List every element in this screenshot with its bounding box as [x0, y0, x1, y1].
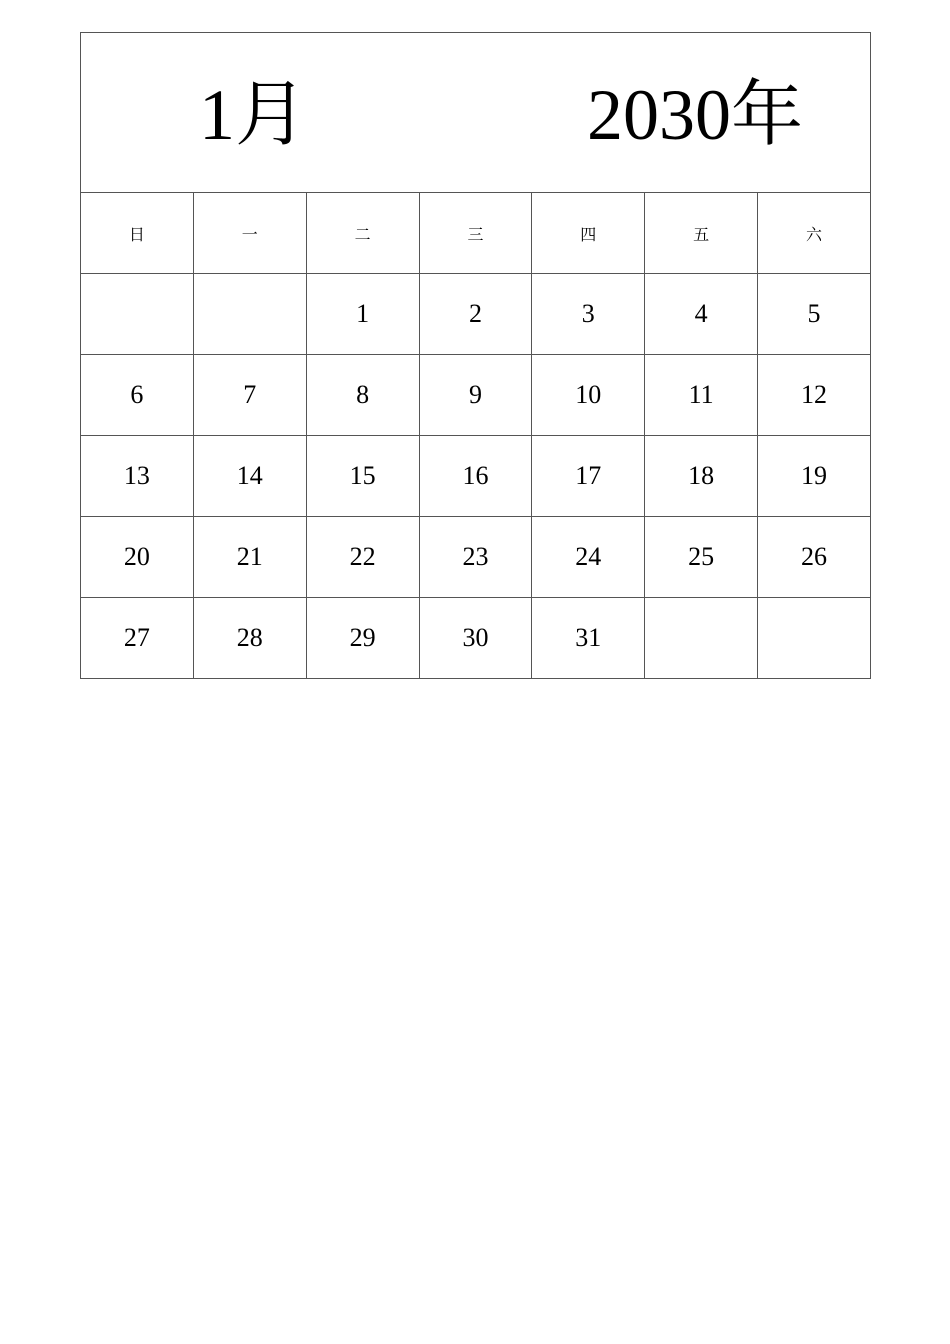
day-cell: 3	[532, 274, 645, 355]
day-cell: 25	[645, 517, 758, 598]
day-cell: 10	[532, 355, 645, 436]
weekday-sunday: 日	[81, 193, 194, 274]
day-cell: 1	[306, 274, 419, 355]
day-cell: 9	[419, 355, 532, 436]
day-cell: 12	[758, 355, 871, 436]
day-cell: 24	[532, 517, 645, 598]
day-cell: 19	[758, 436, 871, 517]
day-cell: 2	[419, 274, 532, 355]
day-cell: 31	[532, 598, 645, 679]
day-cell: 22	[306, 517, 419, 598]
calendar-title-cell	[81, 33, 871, 193]
day-cell	[81, 274, 194, 355]
calendar-table	[80, 32, 871, 679]
day-cell: 8	[306, 355, 419, 436]
day-cell: 4	[645, 274, 758, 355]
week-row-1	[81, 274, 871, 355]
calendar-title-row	[81, 33, 871, 193]
weekday-tuesday: 二	[306, 193, 419, 274]
weekday-friday: 五	[645, 193, 758, 274]
day-cell: 11	[645, 355, 758, 436]
week-row-2	[81, 355, 871, 436]
day-cell: 30	[419, 598, 532, 679]
day-cell	[645, 598, 758, 679]
day-cell: 15	[306, 436, 419, 517]
day-cell: 23	[419, 517, 532, 598]
day-cell: 26	[758, 517, 871, 598]
day-cell: 27	[81, 598, 194, 679]
day-cell: 6	[81, 355, 194, 436]
weekday-monday: 一	[193, 193, 306, 274]
day-cell: 16	[419, 436, 532, 517]
day-cell: 29	[306, 598, 419, 679]
week-row-3	[81, 436, 871, 517]
calendar-title	[81, 33, 870, 192]
day-cell: 13	[81, 436, 194, 517]
year-label: 2030年	[587, 75, 804, 155]
day-cell: 28	[193, 598, 306, 679]
day-cell: 5	[758, 274, 871, 355]
weekday-wednesday: 三	[419, 193, 532, 274]
day-cell: 21	[193, 517, 306, 598]
weekday-saturday: 六	[758, 193, 871, 274]
weekday-header-row	[81, 193, 871, 274]
week-row-5	[81, 598, 871, 679]
day-cell: 14	[193, 436, 306, 517]
day-cell: 17	[532, 436, 645, 517]
month-label: 1月	[199, 75, 308, 155]
day-cell: 20	[81, 517, 194, 598]
weekday-thursday: 四	[532, 193, 645, 274]
day-cell: 7	[193, 355, 306, 436]
week-row-4	[81, 517, 871, 598]
day-cell	[758, 598, 871, 679]
day-cell	[193, 274, 306, 355]
day-cell: 18	[645, 436, 758, 517]
